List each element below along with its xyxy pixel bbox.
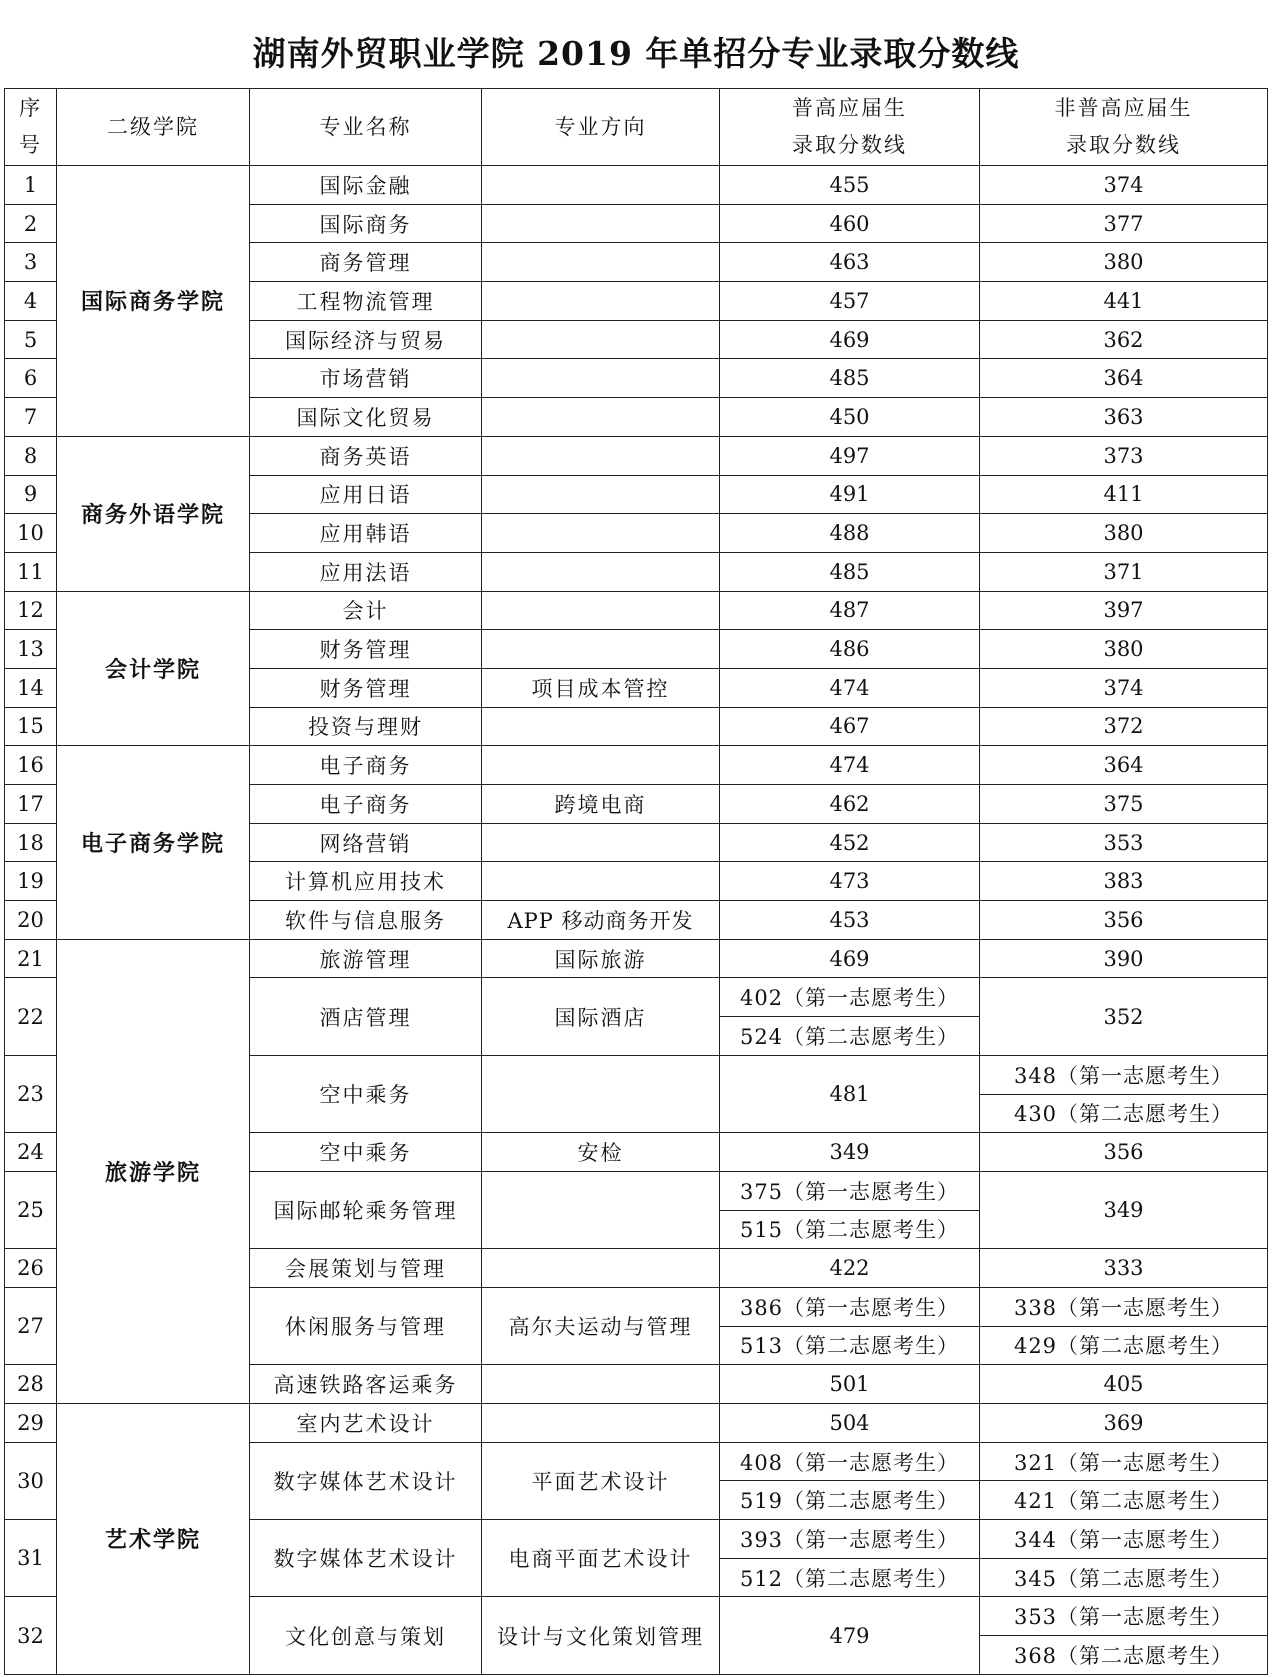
header-nongeneral xyxy=(980,89,1268,166)
general-score: 485 xyxy=(720,552,980,591)
header-college: 二级学院 xyxy=(57,89,250,166)
header-nongeneral-line2: 录取分数线 xyxy=(1066,133,1181,157)
nongeneral-score: 362 xyxy=(980,320,1268,359)
general-score: 452 xyxy=(720,823,980,862)
table-header-row xyxy=(5,89,1268,166)
nongeneral-score-first-choice: 321（第一志愿考生） xyxy=(980,1442,1268,1481)
row-seq: 26 xyxy=(5,1249,57,1288)
major-cell: 商务管理 xyxy=(250,243,482,282)
major-cell: 国际金融 xyxy=(250,166,482,205)
major-cell: 数字媒体艺术设计 xyxy=(250,1520,482,1597)
row-seq: 22 xyxy=(5,978,57,1055)
direction-cell xyxy=(482,359,720,398)
row-seq: 17 xyxy=(5,785,57,824)
direction-cell xyxy=(482,552,720,591)
general-score: 491 xyxy=(720,475,980,514)
major-cell: 市场营销 xyxy=(250,359,482,398)
major-cell: 应用日语 xyxy=(250,475,482,514)
direction-cell xyxy=(482,1404,720,1443)
nongeneral-score: 380 xyxy=(980,630,1268,669)
major-cell: 商务英语 xyxy=(250,436,482,475)
direction-cell xyxy=(482,1365,720,1404)
row-seq: 8 xyxy=(5,436,57,475)
row-seq: 27 xyxy=(5,1287,57,1364)
nongeneral-score-first-choice: 344（第一志愿考生） xyxy=(980,1520,1268,1559)
major-cell: 计算机应用技术 xyxy=(250,862,482,901)
row-seq: 20 xyxy=(5,901,57,940)
nongeneral-score-second-choice: 345（第二志愿考生） xyxy=(980,1558,1268,1597)
general-score: 457 xyxy=(720,282,980,321)
direction-cell xyxy=(482,204,720,243)
direction-cell: 设计与文化策划管理 xyxy=(482,1597,720,1674)
row-seq: 31 xyxy=(5,1520,57,1597)
general-score-second-choice: 512（第二志愿考生） xyxy=(720,1558,980,1597)
row-seq: 32 xyxy=(5,1597,57,1674)
table-row xyxy=(5,166,1268,205)
major-cell: 会计 xyxy=(250,591,482,630)
nongeneral-score: 363 xyxy=(980,398,1268,437)
nongeneral-score: 441 xyxy=(980,282,1268,321)
nongeneral-score: 364 xyxy=(980,359,1268,398)
row-seq: 30 xyxy=(5,1442,57,1519)
major-cell: 财务管理 xyxy=(250,668,482,707)
direction-cell xyxy=(482,823,720,862)
row-seq: 14 xyxy=(5,668,57,707)
direction-cell: 电商平面艺术设计 xyxy=(482,1520,720,1597)
nongeneral-score: 356 xyxy=(980,1133,1268,1172)
direction-cell xyxy=(482,166,720,205)
nongeneral-score: 411 xyxy=(980,475,1268,514)
general-score: 453 xyxy=(720,901,980,940)
general-score: 473 xyxy=(720,862,980,901)
direction-cell: 跨境电商 xyxy=(482,785,720,824)
row-seq: 18 xyxy=(5,823,57,862)
general-score: 422 xyxy=(720,1249,980,1288)
general-score: 462 xyxy=(720,785,980,824)
major-cell: 空中乘务 xyxy=(250,1133,482,1172)
nongeneral-score: 383 xyxy=(980,862,1268,901)
nongeneral-score-first-choice: 338（第一志愿考生） xyxy=(980,1287,1268,1326)
college-cell: 旅游学院 xyxy=(57,939,250,1403)
nongeneral-score: 364 xyxy=(980,746,1268,785)
major-cell: 电子商务 xyxy=(250,746,482,785)
major-cell: 高速铁路客运乘务 xyxy=(250,1365,482,1404)
row-seq: 28 xyxy=(5,1365,57,1404)
direction-cell xyxy=(482,475,720,514)
table-row xyxy=(5,591,1268,630)
college-cell: 商务外语学院 xyxy=(57,436,250,591)
row-seq: 4 xyxy=(5,282,57,321)
major-cell: 工程物流管理 xyxy=(250,282,482,321)
row-seq: 9 xyxy=(5,475,57,514)
nongeneral-score: 380 xyxy=(980,243,1268,282)
general-score-first-choice: 408（第一志愿考生） xyxy=(720,1442,980,1481)
nongeneral-score-first-choice: 353（第一志愿考生） xyxy=(980,1597,1268,1636)
nongeneral-score: 374 xyxy=(980,166,1268,205)
direction-cell xyxy=(482,398,720,437)
major-cell: 国际商务 xyxy=(250,204,482,243)
direction-cell xyxy=(482,746,720,785)
direction-cell xyxy=(482,1249,720,1288)
nongeneral-score: 333 xyxy=(980,1249,1268,1288)
general-score: 504 xyxy=(720,1404,980,1443)
direction-cell xyxy=(482,707,720,746)
row-seq: 5 xyxy=(5,320,57,359)
row-seq: 16 xyxy=(5,746,57,785)
major-cell: 空中乘务 xyxy=(250,1055,482,1132)
direction-cell xyxy=(482,320,720,359)
major-cell: 投资与理财 xyxy=(250,707,482,746)
row-seq: 21 xyxy=(5,939,57,978)
direction-cell: 项目成本管控 xyxy=(482,668,720,707)
major-cell: 国际经济与贸易 xyxy=(250,320,482,359)
nongeneral-score: 373 xyxy=(980,436,1268,475)
nongeneral-score-second-choice: 429（第二志愿考生） xyxy=(980,1326,1268,1365)
general-score: 481 xyxy=(720,1055,980,1132)
major-cell: 软件与信息服务 xyxy=(250,901,482,940)
general-score-second-choice: 515（第二志愿考生） xyxy=(720,1210,980,1249)
nongeneral-score-second-choice: 430（第二志愿考生） xyxy=(980,1094,1268,1133)
general-score: 486 xyxy=(720,630,980,669)
direction-cell xyxy=(482,436,720,475)
major-cell: 国际文化贸易 xyxy=(250,398,482,437)
row-seq: 7 xyxy=(5,398,57,437)
general-score: 474 xyxy=(720,668,980,707)
general-score: 488 xyxy=(720,514,980,553)
major-cell: 国际邮轮乘务管理 xyxy=(250,1171,482,1248)
general-score: 501 xyxy=(720,1365,980,1404)
general-score-second-choice: 524（第二志愿考生） xyxy=(720,1017,980,1056)
nongeneral-score: 353 xyxy=(980,823,1268,862)
row-seq: 13 xyxy=(5,630,57,669)
row-seq: 1 xyxy=(5,166,57,205)
nongeneral-score: 352 xyxy=(980,978,1268,1055)
nongeneral-score: 405 xyxy=(980,1365,1268,1404)
major-cell: 网络营销 xyxy=(250,823,482,862)
nongeneral-score-second-choice: 368（第二志愿考生） xyxy=(980,1636,1268,1675)
table-row xyxy=(5,436,1268,475)
general-score: 487 xyxy=(720,591,980,630)
general-score-first-choice: 386（第一志愿考生） xyxy=(720,1287,980,1326)
row-seq: 23 xyxy=(5,1055,57,1132)
general-score-first-choice: 393（第一志愿考生） xyxy=(720,1520,980,1559)
general-score: 497 xyxy=(720,436,980,475)
table-row xyxy=(5,746,1268,785)
college-cell: 电子商务学院 xyxy=(57,746,250,939)
general-score: 485 xyxy=(720,359,980,398)
nongeneral-score: 390 xyxy=(980,939,1268,978)
general-score-second-choice: 519（第二志愿考生） xyxy=(720,1481,980,1520)
major-cell: 应用法语 xyxy=(250,552,482,591)
major-cell: 酒店管理 xyxy=(250,978,482,1055)
nongeneral-score-second-choice: 421（第二志愿考生） xyxy=(980,1481,1268,1520)
direction-cell xyxy=(482,862,720,901)
row-seq: 19 xyxy=(5,862,57,901)
general-score: 463 xyxy=(720,243,980,282)
general-score-first-choice: 375（第一志愿考生） xyxy=(720,1171,980,1210)
general-score: 479 xyxy=(720,1597,980,1674)
direction-cell xyxy=(482,1055,720,1132)
major-cell: 室内艺术设计 xyxy=(250,1404,482,1443)
general-score: 455 xyxy=(720,166,980,205)
direction-cell: 平面艺术设计 xyxy=(482,1442,720,1519)
direction-cell: 国际酒店 xyxy=(482,978,720,1055)
header-general-line1: 普高应届生 xyxy=(792,96,907,120)
direction-cell xyxy=(482,591,720,630)
row-seq: 29 xyxy=(5,1404,57,1443)
major-cell: 旅游管理 xyxy=(250,939,482,978)
header-general xyxy=(720,89,980,166)
row-seq: 6 xyxy=(5,359,57,398)
general-score: 469 xyxy=(720,320,980,359)
direction-cell xyxy=(482,1171,720,1248)
general-score: 349 xyxy=(720,1133,980,1172)
direction-cell: 国际旅游 xyxy=(482,939,720,978)
row-seq: 12 xyxy=(5,591,57,630)
row-seq: 3 xyxy=(5,243,57,282)
nongeneral-score: 380 xyxy=(980,514,1268,553)
direction-cell: 高尔夫运动与管理 xyxy=(482,1287,720,1364)
direction-cell: 安检 xyxy=(482,1133,720,1172)
header-general-line2: 录取分数线 xyxy=(792,133,907,157)
college-cell: 艺术学院 xyxy=(57,1404,250,1675)
major-cell: 应用韩语 xyxy=(250,514,482,553)
nongeneral-score: 374 xyxy=(980,668,1268,707)
header-direction: 专业方向 xyxy=(482,89,720,166)
row-seq: 2 xyxy=(5,204,57,243)
major-cell: 文化创意与策划 xyxy=(250,1597,482,1674)
row-seq: 25 xyxy=(5,1171,57,1248)
nongeneral-score: 371 xyxy=(980,552,1268,591)
header-major: 专业名称 xyxy=(250,89,482,166)
direction-cell: APP 移动商务开发 xyxy=(482,901,720,940)
nongeneral-score: 349 xyxy=(980,1171,1268,1248)
nongeneral-score-first-choice: 348（第一志愿考生） xyxy=(980,1055,1268,1094)
major-cell: 休闲服务与管理 xyxy=(250,1287,482,1364)
general-score-first-choice: 402（第一志愿考生） xyxy=(720,978,980,1017)
college-cell: 会计学院 xyxy=(57,591,250,746)
nongeneral-score: 356 xyxy=(980,901,1268,940)
general-score: 460 xyxy=(720,204,980,243)
header-seq-line1: 序 xyxy=(19,96,42,120)
major-cell: 会展策划与管理 xyxy=(250,1249,482,1288)
admission-score-table xyxy=(4,88,1268,1675)
table-row xyxy=(5,939,1268,978)
college-cell: 国际商务学院 xyxy=(57,166,250,437)
direction-cell xyxy=(482,282,720,321)
nongeneral-score: 369 xyxy=(980,1404,1268,1443)
major-cell: 电子商务 xyxy=(250,785,482,824)
header-seq xyxy=(5,89,57,166)
header-seq-line2: 号 xyxy=(19,133,42,157)
table-row xyxy=(5,1404,1268,1443)
general-score: 469 xyxy=(720,939,980,978)
major-cell: 数字媒体艺术设计 xyxy=(250,1442,482,1519)
row-seq: 11 xyxy=(5,552,57,591)
nongeneral-score: 375 xyxy=(980,785,1268,824)
general-score-second-choice: 513（第二志愿考生） xyxy=(720,1326,980,1365)
header-nongeneral-line1: 非普高应届生 xyxy=(1054,96,1193,120)
nongeneral-score: 377 xyxy=(980,204,1268,243)
direction-cell xyxy=(482,243,720,282)
nongeneral-score: 397 xyxy=(980,591,1268,630)
general-score: 467 xyxy=(720,707,980,746)
row-seq: 10 xyxy=(5,514,57,553)
major-cell: 财务管理 xyxy=(250,630,482,669)
direction-cell xyxy=(482,630,720,669)
nongeneral-score: 372 xyxy=(980,707,1268,746)
row-seq: 24 xyxy=(5,1133,57,1172)
direction-cell xyxy=(482,514,720,553)
page-title: 湖南外贸职业学院 2019 年单招分专业录取分数线 xyxy=(252,34,1020,73)
row-seq: 15 xyxy=(5,707,57,746)
general-score: 450 xyxy=(720,398,980,437)
general-score: 474 xyxy=(720,746,980,785)
